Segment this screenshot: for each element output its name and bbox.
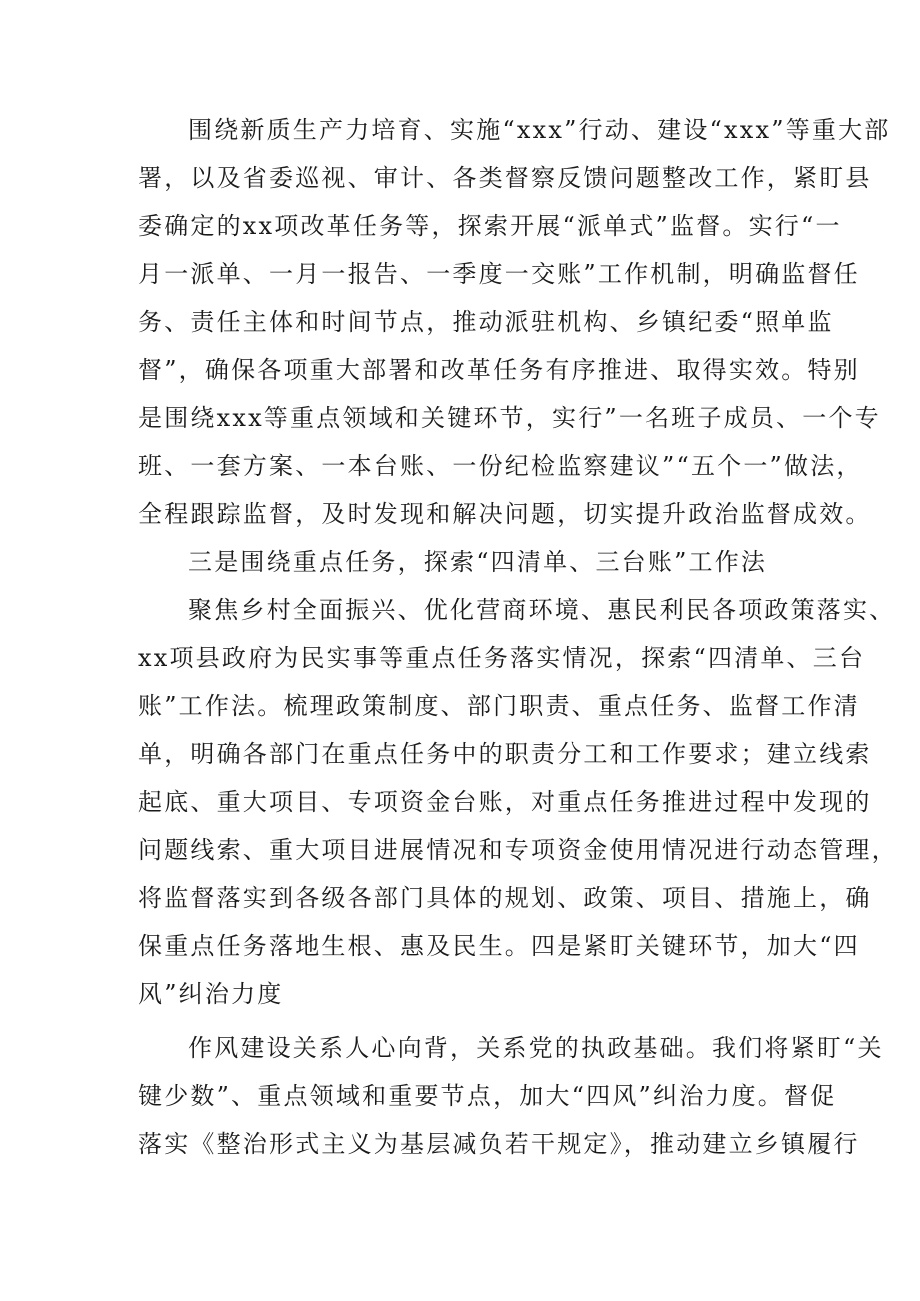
text-line: 作风建设关系人心向背，关系党的执政基础。我们将紧盯“关 [188,1034,884,1062]
text-line: 署，以及省委巡视、审计、各类督察反馈问题整改工作，紧盯县 [138,164,872,192]
text-line: 围绕新质生产力培育、实施“xxx”行动、建设“xxx”等重大部 [188,116,891,144]
text-line: 督”，确保各项重大部署和改革任务有序推进、取得实效。特别 [138,356,860,384]
text-line: 将监督落实到各级各部门具体的规划、政策、项目、措施上，确 [138,884,872,912]
text-line: 键少数”、重点领域和重要节点，加大“四风”纠治力度。督促 [138,1082,837,1110]
text-line: 务、责任主体和时间节点，推动派驻机构、乡镇纪委“照单监 [138,308,834,336]
text-line: 账”工作法。梳理政策制度、部门职责、重点任务、监督工作清 [138,692,860,720]
text-line: 起底、重大项目、专项资金台账，对重点任务推进过程中发现的 [138,788,872,816]
text-line: 问题线索、重大项目进展情况和专项资金使用情况进行动态管理， [138,836,898,864]
text-line: 委确定的xx项改革任务等，探索开展“派单式”监督。实行“一 [138,212,842,240]
section-heading: 三是围绕重点任务，探索“四清单、三台账”工作法 [188,548,768,576]
text-line: 月一派单、一月一报告、一季度一交账”工作机制，明确监督任 [138,260,860,288]
text-line: 风”纠治力度 [138,980,284,1008]
text-line: 单，明确各部门在重点任务中的职责分工和工作要求；建立线索 [138,740,872,768]
text-line: xx项县政府为民实事等重点任务落实情况，探索“四清单、三台 [138,644,866,672]
text-line: 落实《整治形式主义为基层减负若干规定》，推动建立乡镇履行 [138,1130,860,1158]
text-line: 班、一套方案、一本台账、一份纪检监察建议”“五个一”做法， [138,452,863,480]
text-line: 保重点任务落地生根、惠及民生。四是紧盯关键环节，加大“四 [138,932,860,960]
text-line: 聚焦乡村全面振兴、优化营商环境、惠民利民各项政策落实、 [188,596,896,624]
text-line: 是围绕xxx等重点领域和关键环节，实行”一名班子成员、一个专 [138,404,881,432]
text-line: 全程跟踪监督，及时发现和解决问题，切实提升政治监督成效。 [138,500,872,528]
